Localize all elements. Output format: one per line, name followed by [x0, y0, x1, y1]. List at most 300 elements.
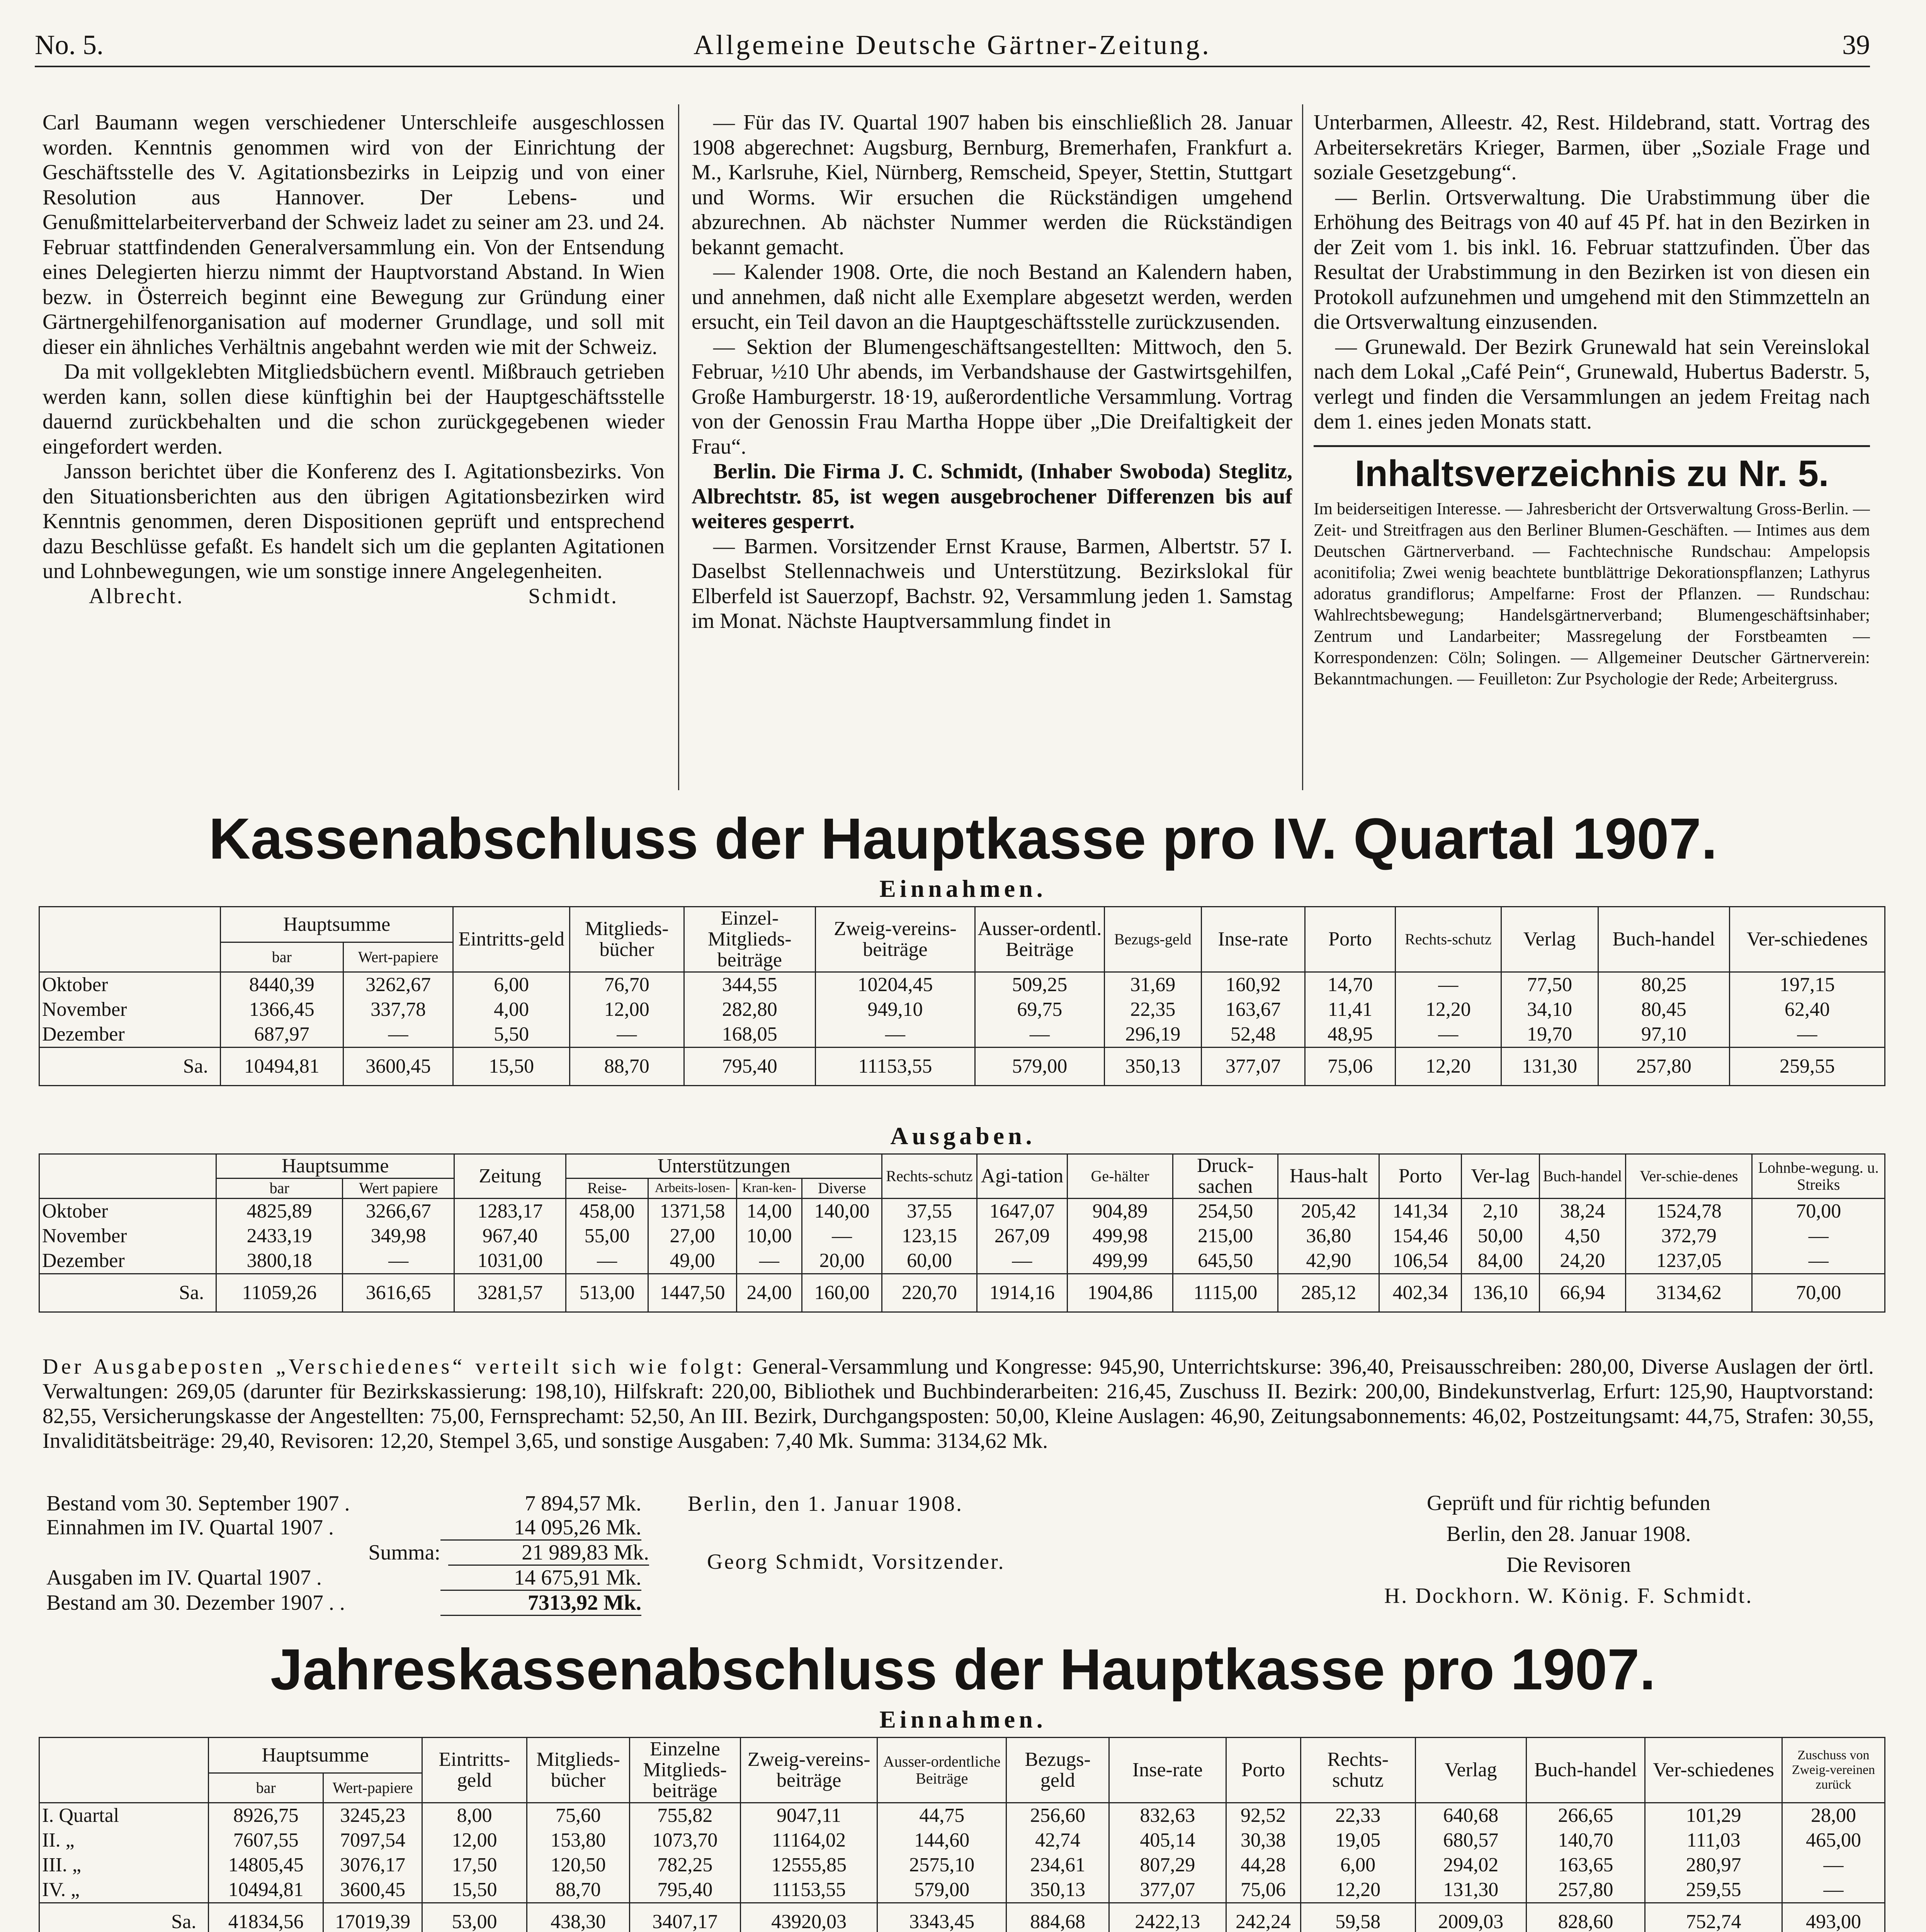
table-row [39, 1199, 1885, 1224]
table-cell: 163,67 [1201, 997, 1305, 1022]
col-verschiedenes: Ver-schiedenes [1645, 1738, 1782, 1803]
col-bezugsgeld: Bezugs-geld [1104, 907, 1201, 972]
col-bar: bar [209, 1773, 323, 1803]
col-kranken: Kran-ken- [737, 1178, 802, 1198]
table-cell: 37,55 [882, 1199, 977, 1224]
table-cell: 44,28 [1226, 1853, 1300, 1878]
col-inserate: Inse-rate [1201, 907, 1305, 972]
sum-cell: 160,00 [802, 1274, 882, 1312]
table-of-contents [1314, 445, 1870, 689]
col-verlag: Verlag [1415, 1738, 1526, 1803]
table-cell: 1283,17 [454, 1199, 566, 1224]
col-zuschuss-zurueck: Zuschuss von Zweig-vereinen zurück [1782, 1738, 1885, 1803]
col-wertpapiere: Wert-papiere [323, 1773, 422, 1803]
table-cell: 50,00 [1461, 1224, 1539, 1248]
balance-row: Einnahmen im IV. Quartal 1907 . 14 095,26 Mk. [46, 1515, 657, 1541]
table-cell: — [815, 1022, 975, 1048]
col-reise: Reise- [566, 1178, 648, 1198]
sum-cell: 17019,39 [323, 1903, 422, 1932]
row-label: November [39, 997, 221, 1022]
sum-cell: 220,70 [882, 1274, 977, 1312]
col-mitgliedsbuecher: Mitglieds-bücher [527, 1738, 630, 1803]
page-header [35, 23, 1870, 67]
quarter-expense-table [39, 1153, 1885, 1313]
paragraph: Da mit vollgeklebten Mitgliedsbüchern eventl. Mißbrauch getrieben werden kann, sollen diese künftighin bei der Hauptgeschäftsstelle dauernd zurückbehalten und die schon zurückgegebenen wieder eingefordert werden. [42, 360, 665, 459]
table-cell: 7097,54 [323, 1828, 422, 1853]
sum-cell: 257,80 [1598, 1048, 1729, 1086]
toc-title: Inhaltsverzeichnis zu Nr. 5. [1355, 452, 1829, 494]
table-cell: 254,50 [1173, 1199, 1278, 1224]
table-cell: 904,89 [1068, 1199, 1173, 1224]
col-gehaelter: Ge-hälter [1068, 1154, 1173, 1199]
table-cell: 4,50 [1539, 1224, 1626, 1248]
table-cell: 14,70 [1305, 972, 1395, 998]
page-number: 39 [1842, 29, 1870, 60]
table-cell: 405,14 [1109, 1828, 1226, 1853]
table-cell: 6,00 [453, 972, 569, 998]
minutes-signatures [42, 584, 665, 609]
place-date: Berlin, den 1. Januar 1908. [688, 1492, 963, 1516]
table-cell: 38,24 [1539, 1199, 1626, 1224]
table-cell: 755,82 [629, 1803, 740, 1828]
col-arbeitslosen: Arbeits-losen- [648, 1178, 736, 1198]
table-cell: — [1752, 1248, 1885, 1274]
sum-cell: 513,00 [566, 1274, 648, 1312]
table-cell: 76,70 [569, 972, 684, 998]
table-cell: — [1752, 1224, 1885, 1248]
newspaper-title: Allgemeine Deutsche Gärtner-Zeitung. [693, 29, 1212, 60]
notice-grunewald: — Grunewald. Der Bezirk Grunewald hat sein Vereinslokal nach dem Lokal „Café Pein“, Grunewald, Hubertus Baderstr. 5, verlegt und finden die Versammlungen an jedem Freitag nach dem 1. eines jeden Monats statt. [1314, 335, 1870, 434]
sum-cell: 24,00 [737, 1274, 802, 1312]
table-cell: 106,54 [1379, 1248, 1462, 1274]
notice-section: — Sektion der Blumengeschäftsangestellten: Mittwoch, den 5. Februar, ½10 Uhr abends, im Verbandshause der Gastwirtsgehilfen, Große Hamburgerstr. 18·19, außerordentliche Versammlung. Vortrag von der Genossin Frau Martha Hoppe über „Die Dreifaltigkeit der Frau“. [692, 335, 1292, 459]
sum-cell: 59,58 [1300, 1903, 1415, 1932]
col-bezugsgeld: Bezugs-geld [1006, 1738, 1109, 1803]
table-cell: 344,55 [684, 972, 815, 998]
table-cell: 10204,45 [815, 972, 975, 998]
table-cell: 294,02 [1415, 1853, 1526, 1878]
sum-cell: 259,55 [1730, 1048, 1885, 1086]
table-cell: 256,60 [1006, 1803, 1109, 1828]
table-cell: 48,95 [1305, 1022, 1395, 1048]
sum-cell: 2009,03 [1415, 1903, 1526, 1932]
paragraph: Carl Baumann wegen verschiedener Unterschleife ausgeschlossen worden. Kenntnis genommen wird von der Einrichtung der Geschäftsstelle des V. Agitationsbezirks in Leipzig und von einer Resolution aus Hannover. Der Lebens- und Genußmittelarbeiterverband der Schweiz ladet zu seiner am 23. und 24. Februar stattfindenden Generalversammlung ein. Von der Entsendung eines Delegierten hierzu nimmt der Hauptvorstand Abstand. In Wien bezw. in Österreich beginnt eine Bewegung zur Gründung einer Gärtnergehilfenorganisation auf moderner Grundlage, und soll mit dieser ein ähnliches Verhältnis angebahnt werden wie mit der Schweiz. [42, 111, 665, 359]
table-cell: 3245,23 [323, 1803, 422, 1828]
col-buchhandel: Buch-handel [1539, 1154, 1626, 1199]
notice-calendar: — Kalender 1908. Orte, die noch Bestand an Kalendern haben, und annehmen, daß nicht alle Exemplare abgesetzt werden, werden ersucht, ein Teil davon an die Hauptgeschäftsstelle zurückzusenden. [692, 260, 1292, 334]
table-cell: 499,98 [1068, 1224, 1173, 1248]
table-cell: 832,63 [1109, 1803, 1226, 1828]
col-buchhandel: Buch-handel [1526, 1738, 1645, 1803]
table-cell: 1647,07 [977, 1199, 1067, 1224]
table-cell: — [1396, 972, 1501, 998]
col-zweigvereinsbeitraege: Zweig-vereins-beiträge [815, 907, 975, 972]
year-income-table [39, 1737, 1885, 1932]
table-cell: 60,00 [882, 1248, 977, 1274]
col-period [39, 1738, 209, 1803]
sum-cell: 1914,16 [977, 1274, 1067, 1312]
table-cell: — [343, 1022, 453, 1048]
table-cell: 12,20 [1300, 1878, 1415, 1903]
row-label: Oktober [39, 972, 221, 998]
sum-cell: 285,12 [1278, 1274, 1379, 1312]
sum-cell: 493,00 [1782, 1903, 1885, 1932]
quarter-verschiedenes-note [42, 1354, 1874, 1453]
table-cell: 123,15 [882, 1224, 977, 1248]
sum-cell: 3616,65 [343, 1274, 454, 1312]
sum-cell: 88,70 [569, 1048, 684, 1086]
table-cell: 20,00 [802, 1248, 882, 1274]
revisor-names: H. Dockhorn. W. König. F. Schmidt. [1384, 1584, 1753, 1608]
table-cell: 70,00 [1752, 1199, 1885, 1224]
table-cell: 377,07 [1109, 1878, 1226, 1903]
col-buchhandel: Buch-handel [1598, 907, 1729, 972]
toc-text: Im beiderseitigen Interesse. — Jahresbericht der Ortsverwaltung Gross-Berlin. — Zeit- und Streitfragen aus den Berliner Blumen-Geschäften. — Intimes aus dem Deutschen Gärtnerverband. — Fachtechnische Rundschau: Ampelopsis aconitifolia; Zwei wenig beachtete buntblättrige Dekorationspflanzen; Lathyrus adoratus grandiflorus; Ampelfarne: Frost der Pflanzen. — Rundschau: Wahlrechtsbewegung; Handelsgärtnerverband; Blumengeschäftsinhaber; Zentrum und Landarbeiter; Massregelung der Forstbeamten — Korrespondenzen: Cöln; Solingen. — Allgemeiner Deutscher Gärtnerverein: Bekanntmachungen. — Feuilleton: Zur Psychologie der Rede; Arbeitergruss. [1314, 499, 1870, 688]
quarter-income-label: Einnahmen. [879, 875, 1047, 902]
table-cell: 280,97 [1645, 1853, 1782, 1878]
table-cell: 144,60 [877, 1828, 1006, 1853]
table-cell: 11,41 [1305, 997, 1395, 1022]
table-cell: 75,60 [527, 1803, 630, 1828]
sum-cell: 66,94 [1539, 1274, 1626, 1312]
table-cell: 372,79 [1626, 1224, 1752, 1248]
table-cell: 257,80 [1526, 1878, 1645, 1903]
sum-cell: 136,10 [1461, 1274, 1539, 1312]
table-cell: 1031,00 [454, 1248, 566, 1274]
issue-number: No. 5. [35, 29, 104, 60]
table-cell: 154,46 [1379, 1224, 1462, 1248]
table-cell: 12555,85 [740, 1853, 877, 1878]
col-month [39, 1154, 216, 1199]
column-left [42, 110, 665, 786]
note-intro: Der Ausgabeposten „Verschiedenes“ verteilt sich wie folgt: [42, 1355, 746, 1379]
col-verschiedenes: Ver-schie-denes [1626, 1154, 1752, 1199]
col-diverse: Diverse [802, 1178, 882, 1198]
table-cell: 153,80 [527, 1828, 630, 1853]
col-eintrittsgeld: Eintritts-geld [453, 907, 569, 972]
table-cell: 12,00 [422, 1828, 527, 1853]
col-inserate: Inse-rate [1109, 1738, 1226, 1803]
sum-cell: 15,50 [453, 1048, 569, 1086]
sum-cell: 3134,62 [1626, 1274, 1752, 1312]
sum-cell: 11153,55 [815, 1048, 975, 1086]
table-cell: 11164,02 [740, 1828, 877, 1853]
table-cell: 1237,05 [1626, 1248, 1752, 1274]
table-cell: 3600,45 [323, 1878, 422, 1903]
sum-cell: 3343,45 [877, 1903, 1006, 1932]
table-cell: 782,25 [629, 1853, 740, 1878]
sum-label: Sa. [39, 1274, 216, 1312]
table-cell: 967,40 [454, 1224, 566, 1248]
table-cell: 458,00 [566, 1199, 648, 1224]
table-cell: 49,00 [648, 1248, 736, 1274]
table-cell: — [569, 1022, 684, 1048]
col-hauptsumme: Hauptsumme [209, 1738, 422, 1773]
sum-cell: 75,06 [1305, 1048, 1395, 1086]
table-cell: 3800,18 [216, 1248, 343, 1274]
row-label: I. Quartal [39, 1803, 209, 1828]
table-cell: 120,50 [527, 1853, 630, 1878]
row-label: III. „ [39, 1853, 209, 1878]
table-cell: 19,05 [1300, 1828, 1415, 1853]
table-cell: 75,06 [1226, 1878, 1300, 1903]
table-cell: — [975, 1022, 1104, 1048]
table-cell: 62,40 [1730, 997, 1885, 1022]
table-cell: 141,34 [1379, 1199, 1462, 1224]
column-right [1314, 110, 1870, 786]
col-bar: bar [220, 942, 343, 972]
sum-cell: 350,13 [1104, 1048, 1201, 1086]
table-cell: 88,70 [527, 1878, 630, 1903]
table-cell: 499,99 [1068, 1248, 1173, 1274]
table-cell: 52,48 [1201, 1022, 1305, 1048]
col-einzelbeitraege: Einzel-Mitglieds-beiträge [684, 907, 815, 972]
signature-albrecht: Albrecht. [89, 584, 184, 608]
table-cell: 131,30 [1415, 1878, 1526, 1903]
table-row [39, 997, 1885, 1022]
table-cell: 465,00 [1782, 1828, 1885, 1853]
table-cell: 687,97 [220, 1022, 343, 1048]
balance-row: Ausgaben im IV. Quartal 1907 . 14 675,91 Mk. [46, 1566, 657, 1591]
table-cell: 80,25 [1598, 972, 1729, 998]
table-cell: 10494,81 [209, 1878, 323, 1903]
column-middle [692, 110, 1292, 786]
sum-cell: 402,34 [1379, 1274, 1462, 1312]
audit-date: Berlin, den 28. Januar 1908. [1446, 1522, 1691, 1546]
col-eintrittsgeld: Eintritts-geld [422, 1738, 527, 1803]
col-agitation: Agi-tation [977, 1154, 1067, 1199]
quarter-revisors [1260, 1488, 1878, 1611]
table-cell: 8926,75 [209, 1803, 323, 1828]
col-mitgliedsbuecher: Mitglieds-bücher [569, 907, 684, 972]
table-cell: 4825,89 [216, 1199, 343, 1224]
table-row [39, 1828, 1885, 1853]
table-cell: 30,38 [1226, 1828, 1300, 1853]
table-cell: 10,00 [737, 1224, 802, 1248]
table-cell: — [737, 1248, 802, 1274]
table-cell: 3262,67 [343, 972, 453, 998]
table-cell: 795,40 [629, 1878, 740, 1903]
row-label: Oktober [39, 1199, 216, 1224]
column-divider [678, 104, 679, 790]
table-cell: 42,74 [1006, 1828, 1109, 1853]
col-porto: Porto [1226, 1738, 1300, 1803]
table-cell: 3076,17 [323, 1853, 422, 1878]
table-cell: 44,75 [877, 1803, 1006, 1828]
sum-cell: 131,30 [1501, 1048, 1598, 1086]
table-cell: 350,13 [1006, 1878, 1109, 1903]
year-title: Jahreskassenabschluss der Hauptkasse pro 1907. [270, 1637, 1656, 1702]
sum-row [39, 1274, 1885, 1312]
notice-berlin: — Berlin. Ortsverwaltung. Die Urabstimmung über die Erhöhung des Beitrags von 40 auf 45 Pf. hat in den Bezirken in der Zeit vom 1. bis inkl. 16. Februar stattzufinden. Über das Resultat der Urabstimmung in den Bezirken ist von diesen ein Protokoll aufzunehmen und umgehend mit den Stimmzetteln an die Ortsverwaltung einzusenden. [1314, 185, 1870, 334]
sum-label: Sa. [39, 1903, 209, 1932]
table-cell: — [1782, 1878, 1885, 1903]
table-cell: 12,00 [569, 997, 684, 1022]
table-cell: 8,00 [422, 1803, 527, 1828]
table-cell: 28,00 [1782, 1803, 1885, 1828]
col-porto: Porto [1305, 907, 1395, 972]
table-cell: 15,50 [422, 1878, 527, 1903]
col-einzelbeitraege: Einzelne Mitglieds-beiträge [629, 1738, 740, 1803]
quarter-income-table [39, 906, 1885, 1086]
table-cell: 1366,45 [220, 997, 343, 1022]
table-cell: 42,90 [1278, 1248, 1379, 1274]
col-ausserordentl: Ausser-ordentl. Beiträge [975, 907, 1104, 972]
table-cell: 807,29 [1109, 1853, 1226, 1878]
sum-cell: 1904,86 [1068, 1274, 1173, 1312]
table-cell: 3266,67 [343, 1199, 454, 1224]
col-verschiedenes: Ver-schiedenes [1730, 907, 1885, 972]
col-wertpapiere: Wert-papiere [343, 942, 453, 972]
sum-cell: 752,74 [1645, 1903, 1782, 1932]
col-unterstuetzungen: Unterstützungen [566, 1154, 882, 1179]
col-lohnbewegung: Lohnbe-wegung. u. Streiks [1752, 1154, 1885, 1199]
table-cell: — [1396, 1022, 1501, 1048]
table-cell: — [566, 1248, 648, 1274]
sum-cell: 12,20 [1396, 1048, 1501, 1086]
table-cell: 77,50 [1501, 972, 1598, 998]
notice-quarter: — Für das IV. Quartal 1907 haben bis einschließlich 28. Januar 1908 abgerechnet: Augsburg, Bernburg, Bremerhafen, Frankfurt a. M., Karlsruhe, Kiel, Nürnberg, Remscheid, Speyer, Stettin, Stuttgart und Worms. Wir ersuchen die Rückständigen umgehend abzurechnen. Ab nächster Nummer werden die Rückständigen bekannt gemacht. [692, 111, 1292, 259]
table-cell: 337,78 [343, 997, 453, 1022]
sum-row [39, 1048, 1885, 1086]
table-cell: 34,10 [1501, 997, 1598, 1022]
table-row [39, 1224, 1885, 1248]
table-cell: 296,19 [1104, 1022, 1201, 1048]
sum-cell: 70,00 [1752, 1274, 1885, 1312]
paragraph: Unterbarmen, Alleestr. 42, Rest. Hildebrand, statt. Vortrag des Arbeitersekretärs Krieger, Barmen, über „Soziale Frage und soziale Gesetzgebung“. [1314, 111, 1870, 184]
sum-cell: 377,07 [1201, 1048, 1305, 1086]
table-cell: 111,03 [1645, 1828, 1782, 1853]
row-label: November [39, 1224, 216, 1248]
table-cell: 7607,55 [209, 1828, 323, 1853]
table-cell: 36,80 [1278, 1224, 1379, 1248]
table-cell: 1524,78 [1626, 1199, 1752, 1224]
signature-schmidt: Schmidt. [528, 584, 618, 608]
sum-cell: 43920,03 [740, 1903, 877, 1932]
col-hauptsumme: Hauptsumme [216, 1154, 454, 1179]
column-divider [1302, 104, 1303, 790]
table-cell: 680,57 [1415, 1828, 1526, 1853]
table-cell: 19,70 [1501, 1022, 1598, 1048]
table-cell: — [802, 1224, 882, 1248]
table-cell: 205,42 [1278, 1199, 1379, 1224]
note-text: General-Versammlung und Kongresse: 945,90, Unterrichtskurse: 396,40, Preisausschreiben: 280,00, Diverse Auslagen der örtl. Verwaltungen: 269,05 (darunter für Bezirkskassierung: 198,10), Hilfskraft: 220,00, Bibliothek und Buchbinderarbeiten: 216,45, Zuschuss II. Bezirk: 200,00, Bindekunstverlag, Erfurt: 125,90, Hauptvorstand: 82,55, Versicherungskasse der Angestellten: 75,00, Fernsprechamt: 52,50, An III. Bezirk, Durchgangsposten: 50,00, Kleine Auslagen: 46,90, Zeitungsabonnements: 46,02, Postzeitungsamt: 44,75, Strafen: 30,55, Invaliditätsbeiträge: 29,40, Revisoren: 12,20, Stempel 3,65, und sonstige Ausgaben: 7,40 Mk. Summa: 3134,62 Mk. [42, 1355, 1874, 1453]
row-label: Dezember [39, 1022, 221, 1048]
sum-cell: 884,68 [1006, 1903, 1109, 1932]
table-cell: 215,00 [1173, 1224, 1278, 1248]
balance-row: Bestand am 30. Dezember 1907 . . 7313,92 Mk. [46, 1591, 657, 1616]
sum-cell: 579,00 [975, 1048, 1104, 1086]
quarter-balance [46, 1492, 657, 1616]
sum-cell: 438,30 [527, 1903, 630, 1932]
row-label: IV. „ [39, 1878, 209, 1903]
table-cell: 140,00 [802, 1199, 882, 1224]
sum-cell: 828,60 [1526, 1903, 1645, 1932]
table-cell: 1073,70 [629, 1828, 740, 1853]
table-cell: 645,50 [1173, 1248, 1278, 1274]
table-cell: 9047,11 [740, 1803, 877, 1828]
sum-cell: 10494,81 [220, 1048, 343, 1086]
sum-cell: 53,00 [422, 1903, 527, 1932]
table-cell: — [1782, 1853, 1885, 1878]
quarter-expense-label: Ausgaben. [890, 1122, 1036, 1150]
col-hauptsumme: Hauptsumme [220, 907, 453, 942]
col-rechtsschutz: Rechts-schutz [1300, 1738, 1415, 1803]
year-income-label: Einnahmen. [879, 1706, 1047, 1733]
quarter-title: Kassenabschluss der Hauptkasse pro IV. Quartal 1907. [209, 806, 1717, 871]
table-cell: 22,35 [1104, 997, 1201, 1022]
table-cell: 140,70 [1526, 1828, 1645, 1853]
table-row [39, 1248, 1885, 1274]
col-haushalt: Haus-halt [1278, 1154, 1379, 1199]
table-row [39, 1803, 1885, 1828]
table-cell: — [1730, 1022, 1885, 1048]
table-cell: 92,52 [1226, 1803, 1300, 1828]
paragraph: Jansson berichtet über die Konferenz des I. Agitationsbezirks. Von den Situationsberichten aus den übrigen Agitationsbezirken wird Kenntnis genommen, deren Dispositionen geprüft und entsprechend dazu Beschlüsse gefaßt. Es handelt sich um die geplanten Agitationen und Lohnbewegungen, wie um sonstige innere Angelegenheiten. [42, 459, 665, 583]
sum-cell: 242,24 [1226, 1903, 1300, 1932]
table-cell: 84,00 [1461, 1248, 1539, 1274]
table-cell: 11153,55 [740, 1878, 877, 1903]
table-row [39, 972, 1885, 998]
table-cell: 1371,58 [648, 1199, 736, 1224]
table-cell: 4,00 [453, 997, 569, 1022]
row-label: Dezember [39, 1248, 216, 1274]
sum-label: Sa. [39, 1048, 221, 1086]
sum-cell: 3407,17 [629, 1903, 740, 1932]
table-cell: 97,10 [1598, 1022, 1729, 1048]
table-cell: 349,98 [343, 1224, 454, 1248]
table-cell: 17,50 [422, 1853, 527, 1878]
sum-cell: 1115,00 [1173, 1274, 1278, 1312]
table-cell: 24,20 [1539, 1248, 1626, 1274]
table-cell: 80,45 [1598, 997, 1729, 1022]
table-cell: 5,50 [453, 1022, 569, 1048]
table-cell: 234,61 [1006, 1853, 1109, 1878]
col-rechtsschutz: Rechts-schutz [1396, 907, 1501, 972]
chairman-signature: Georg Schmidt, Vorsitzender. [707, 1550, 1005, 1574]
col-drucksachen: Druck-sachen [1173, 1154, 1278, 1199]
table-row [39, 1878, 1885, 1903]
table-cell: 55,00 [566, 1224, 648, 1248]
table-cell: 2,10 [1461, 1199, 1539, 1224]
table-row [39, 1853, 1885, 1878]
audit-statement: Geprüft und für richtig befunden [1427, 1491, 1710, 1515]
table-cell: 266,65 [1526, 1803, 1645, 1828]
col-zweigvereinsbeitraege: Zweig-vereins-beiträge [740, 1738, 877, 1803]
table-cell: 160,92 [1201, 972, 1305, 998]
table-cell: 12,20 [1396, 997, 1501, 1022]
notice-barmen: — Barmen. Vorsitzender Ernst Krause, Barmen, Albertstr. 57 I. Daselbst Stellennachweis und Unterstützung. Bezirkslokal für Elberfeld ist Sauerzopf, Bachstr. 92, Versammlung jeden 1. Samstag im Monat. Nächste Hauptversammlung findet in [692, 534, 1292, 633]
table-cell: 101,29 [1645, 1803, 1782, 1828]
sum-row [39, 1903, 1885, 1932]
col-zeitung: Zeitung [454, 1154, 566, 1199]
col-ausserordentl: Ausser-ordentliche Beiträge [877, 1738, 1006, 1803]
table-cell: 259,55 [1645, 1878, 1782, 1903]
table-cell: — [343, 1248, 454, 1274]
table-cell: 509,25 [975, 972, 1104, 998]
table-cell: 22,33 [1300, 1803, 1415, 1828]
table-cell: 640,68 [1415, 1803, 1526, 1828]
table-cell: 949,10 [815, 997, 975, 1022]
col-verlag: Ver-lag [1461, 1154, 1539, 1199]
sum-cell: 3281,57 [454, 1274, 566, 1312]
row-label: II. „ [39, 1828, 209, 1853]
table-cell: — [977, 1248, 1067, 1274]
notice-berlin-boycott: Berlin. Die Firma J. C. Schmidt, (Inhaber Swoboda) Steglitz, Albrechtstr. 85, ist wegen ausgebrochener Differenzen bis auf weiteres gesperrt. [692, 459, 1292, 533]
col-verlag: Verlag [1501, 907, 1598, 972]
quarter-place-date [688, 1492, 1229, 1574]
sum-cell: 2422,13 [1109, 1903, 1226, 1932]
